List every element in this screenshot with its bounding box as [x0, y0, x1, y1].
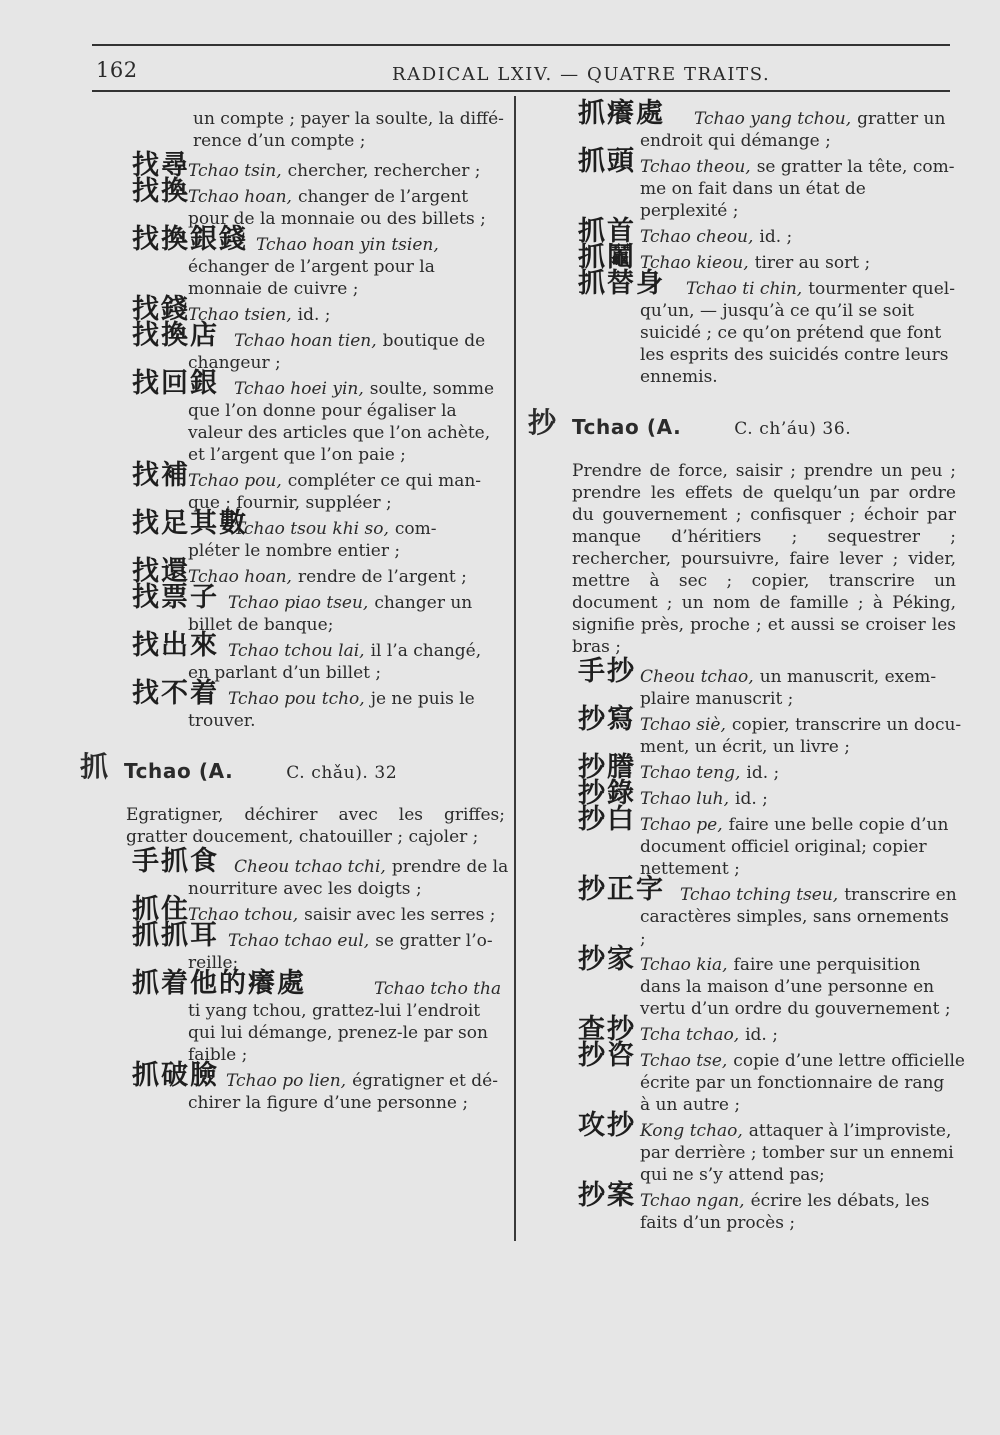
entry-romanization: Tchao luh,: [640, 789, 730, 809]
entry-definition: id. ;: [297, 305, 331, 325]
section-headword: Tchao (A.: [572, 415, 682, 439]
entry-romanization: Tchao kieou,: [640, 253, 749, 273]
entry-romanization: Tchao hoan,: [188, 567, 292, 587]
section-pronunciation: C. ch’áu) 36.: [734, 419, 852, 439]
entry-definition: égratigner et dé-: [352, 1071, 498, 1091]
entry-romanization: Cheou tchao,: [640, 667, 754, 687]
entry-definition: un manuscrit, exem-: [759, 667, 937, 687]
entry-romanization: Tchao cheou,: [640, 227, 754, 247]
left-column: [80, 108, 509, 1118]
entry-romanization: Tchao tchao eul,: [228, 931, 370, 951]
dictionary-entry: [528, 944, 956, 1020]
entry-definition-cont: document officiel original; copier nettement ;: [640, 837, 927, 879]
dictionary-entry: [528, 804, 956, 880]
entry-romanization: Tchao tsin,: [188, 161, 282, 181]
entry-definition: id. ;: [745, 1025, 778, 1045]
entry-definition-cont: que l’on donne pour égaliser la valeur des articles que l’on achète, et l’argent que l’on paie ;: [188, 401, 491, 465]
entry-definition: rendre de l’argent ;: [297, 567, 467, 587]
entry-characters: 查抄: [578, 1014, 636, 1045]
entry-definition-cont: en parlant d’un billet ;: [188, 663, 382, 683]
entry-definition: id. ;: [746, 763, 780, 783]
entry-definition-cont: dans la maison d’une personne en vertu d’un ordre du gouvernement ;: [640, 977, 951, 1019]
entry-definition: id. ;: [735, 789, 768, 809]
continuation-line: rence d’un compte ;: [193, 131, 366, 151]
entry-romanization: Tchao theou,: [640, 157, 751, 177]
entry-characters: 抓替身: [578, 268, 665, 299]
entry-romanization: Tchao piao tseu,: [228, 593, 369, 613]
entry-romanization: Kong tchao,: [640, 1121, 743, 1141]
dictionary-entry: [528, 1040, 965, 1116]
dictionary-entry: [80, 968, 505, 1066]
entry-definition: com-: [394, 519, 437, 539]
dictionary-entry: [80, 1060, 505, 1114]
entry-definition: se gratter la tête, com-: [756, 157, 955, 177]
continuation-line: un compte ; payer la soulte, la diffé-: [193, 109, 504, 129]
entry-characters: 找換銀錢: [132, 224, 248, 255]
entry-definition-cont: reille;: [188, 953, 239, 973]
section-definition: Prendre de force, saisir ; prendre un peu ; prendre les effets de quelqu’un par ordre du gouvernement ; confisquer ; échoir par manque d’héritiers ; sequestrer ; rechercher, poursuivre, faire lever ; vider, mettre à sec ; copier, transcrire un document ; un nom de famille ; à Péking, signifie près, proche ; et aussi se croiser les bras ;: [572, 461, 956, 657]
entry-characters: 找換: [132, 176, 190, 207]
entry-characters: 找錢: [132, 294, 190, 325]
entry-definition: se gratter l’o-: [375, 931, 493, 951]
entry-romanization: Tchao hoan yin tsien,: [256, 235, 439, 255]
entry-characters: 找補: [132, 460, 190, 491]
entry-romanization: Tchao teng,: [640, 763, 741, 783]
entry-characters: 抓着他的癢處: [132, 968, 306, 999]
entry-characters: 找票子: [132, 582, 219, 613]
dictionary-entry: [528, 146, 956, 222]
entry-definition: gratter un: [857, 109, 946, 129]
entry-characters: 抓破臉: [132, 1060, 219, 1091]
entry-definition: attaquer à l’improviste,: [748, 1121, 952, 1141]
entry-romanization: Tchao ti chin,: [686, 279, 803, 299]
entry-romanization: Tchao tsou khi so,: [234, 519, 389, 539]
entry-definition: changer de l’argent: [297, 187, 469, 207]
entry-characters: 抓鬮: [578, 242, 636, 273]
entry-characters: 抄寫: [578, 704, 636, 735]
entry-characters: 抄家: [578, 944, 636, 975]
entry-definition: chercher, rechercher ;: [287, 161, 481, 181]
entry-definition: je ne puis le: [370, 689, 475, 709]
entry-definition-cont: trouver.: [188, 711, 256, 731]
entry-characters: 手抓食: [132, 846, 219, 877]
entry-definition: il l’a changé,: [370, 641, 482, 661]
entry-definition: boutique de: [382, 331, 486, 351]
entry-definition-cont: échanger de l’argent pour la monnaie de cuivre ;: [188, 257, 435, 299]
entry-characters: 抓頭: [578, 146, 636, 177]
entry-characters: 抓抓耳: [132, 920, 219, 951]
entry-definition: compléter ce qui man-: [287, 471, 482, 491]
entry-characters: 抓癢處: [578, 98, 665, 129]
entry-romanization: Tchao siè,: [640, 715, 726, 735]
dictionary-entry: [528, 1180, 956, 1234]
entry-definition-cont: par derrière ; tomber sur un ennemi qui ne s’y attend pas;: [640, 1143, 954, 1185]
entry-characters: 找足其數: [132, 508, 248, 539]
entry-romanization: Tchao tsien,: [188, 305, 292, 325]
section-pronunciation: C. chǎu). 32: [286, 763, 398, 783]
entry-definition-cont: plaire manuscrit ;: [640, 689, 794, 709]
entry-romanization: Tchao yang tchou,: [694, 109, 852, 129]
entry-definition: écrire les débats, les: [750, 1191, 930, 1211]
entry-characters: 找還: [132, 556, 190, 587]
entry-romanization: Tchao pou tcho,: [228, 689, 365, 709]
entry-characters: 找尋: [132, 150, 190, 181]
entry-romanization: Tchao hoan,: [188, 187, 292, 207]
entry-characters: 找出來: [132, 630, 219, 661]
entry-romanization: Tchao tchou lai,: [228, 641, 365, 661]
entry-definition: transcrire en: [844, 885, 957, 905]
entry-definition-cont: chirer la figure d’une personne ;: [188, 1093, 469, 1113]
top-rule: [92, 44, 950, 46]
section-character: 抓: [80, 750, 109, 783]
entry-characters: 攻抄: [578, 1110, 636, 1141]
entry-definition: tourmenter quel-: [808, 279, 955, 299]
page-number: 162: [96, 58, 138, 82]
entry-definition-cont: que ; fournir, suppléer ;: [188, 493, 392, 513]
entry-definition: copie d’une lettre officielle: [733, 1051, 965, 1071]
column-divider: [514, 96, 516, 1241]
entry-definition: changer un: [374, 593, 473, 613]
entry-definition: prendre de la: [391, 857, 509, 877]
entry-romanization: Tchao kia,: [640, 955, 728, 975]
dictionary-entry: [80, 678, 505, 732]
entry-definition-cont: billet de banque;: [188, 615, 334, 635]
entry-romanization: Tchao tchou,: [188, 905, 299, 925]
dictionary-entry: [528, 1110, 956, 1186]
entry-romanization: Tchao pou,: [188, 471, 282, 491]
section-heading: [80, 750, 505, 790]
entry-romanization: Tchao pe,: [640, 815, 723, 835]
entry-definition-cont: caractères simples, sans ornements ;: [640, 907, 949, 949]
entry-definition-cont: qu’un, — jusqu’à ce qu’il se soit suicidé ; ce qu’on prétend que font les esprits des suicidés contre leurs ennemis.: [640, 301, 949, 387]
entry-definition-cont: pléter le nombre entier ;: [188, 541, 401, 561]
entry-definition: saisir avec les serres ;: [304, 905, 496, 925]
entry-definition: copier, transcrire un docu-: [731, 715, 962, 735]
entry-characters: 抄錄: [578, 778, 636, 809]
entry-romanization: Tchao po lien,: [226, 1071, 347, 1091]
section-definition: Egratigner, déchirer avec les griffes; gratter doucement, chatouiller ; cajoler ;: [126, 805, 505, 847]
entry-characters: 找不着: [132, 678, 219, 709]
entry-definition-cont: changeur ;: [188, 353, 281, 373]
entry-definition: tirer au sort ;: [754, 253, 871, 273]
entry-characters: 找回銀: [132, 368, 219, 399]
header-rule: [92, 90, 950, 92]
entry-characters: 抄白: [578, 804, 636, 835]
dictionary-entry: [528, 874, 957, 950]
entry-definition: id. ;: [759, 227, 793, 247]
entry-definition-cont: ti yang tchou, grattez-lui l’endroit qui lui démange, prenez-le par son faible ;: [188, 1001, 488, 1065]
entry-definition-cont: pour de la monnaie ou des billets ;: [188, 209, 486, 229]
section-heading: [528, 406, 956, 446]
entry-definition: soulte, somme: [369, 379, 495, 399]
dictionary-entry: [80, 368, 505, 466]
entry-characters: 抄正字: [578, 874, 665, 905]
entry-characters: 抄咨: [578, 1040, 636, 1071]
entry-definition: faire une belle copie d’un: [728, 815, 949, 835]
entry-definition-cont: faits d’un procès ;: [640, 1213, 796, 1233]
right-column: [528, 98, 965, 1238]
entry-definition: faire une perquisition: [733, 955, 921, 975]
entry-definition-cont: me on fait dans un état de perplexité ;: [640, 179, 866, 221]
entry-romanization: Tchao tcho tha: [374, 979, 502, 999]
entry-romanization: Tchao hoan tien,: [234, 331, 377, 351]
entry-definition-cont: ment, un écrit, un livre ;: [640, 737, 850, 757]
running-head: RADICAL LXIV. — QUATRE TRAITS.: [392, 64, 771, 85]
section-character: 抄: [528, 406, 557, 439]
entry-characters: 手抄: [578, 656, 636, 687]
entry-characters: 抓首: [578, 216, 636, 247]
entry-definition-cont: écrite par un fonctionnaire de rang à un autre ;: [640, 1073, 945, 1115]
entry-romanization: Tchao hoei yin,: [234, 379, 364, 399]
entry-romanization: Tchao tse,: [640, 1051, 728, 1071]
entry-romanization: Tcha tchao,: [640, 1025, 740, 1045]
entry-definition-cont: nourriture avec les doigts ;: [188, 879, 422, 899]
entry-characters: 抓住: [132, 894, 190, 925]
entry-romanization: Tchao tching tseu,: [680, 885, 839, 905]
entry-characters: 抄謄: [578, 752, 636, 783]
entry-characters: 找換店: [132, 320, 219, 351]
entry-definition-cont: endroit qui démange ;: [640, 131, 831, 151]
dictionary-entry: [80, 224, 505, 300]
entry-characters: 抄案: [578, 1180, 636, 1211]
dictionary-entry: [528, 268, 956, 388]
section-headword: Tchao (A.: [124, 759, 234, 783]
entry-romanization: Tchao ngan,: [640, 1191, 745, 1211]
entry-romanization: Cheou tchao tchi,: [234, 857, 386, 877]
